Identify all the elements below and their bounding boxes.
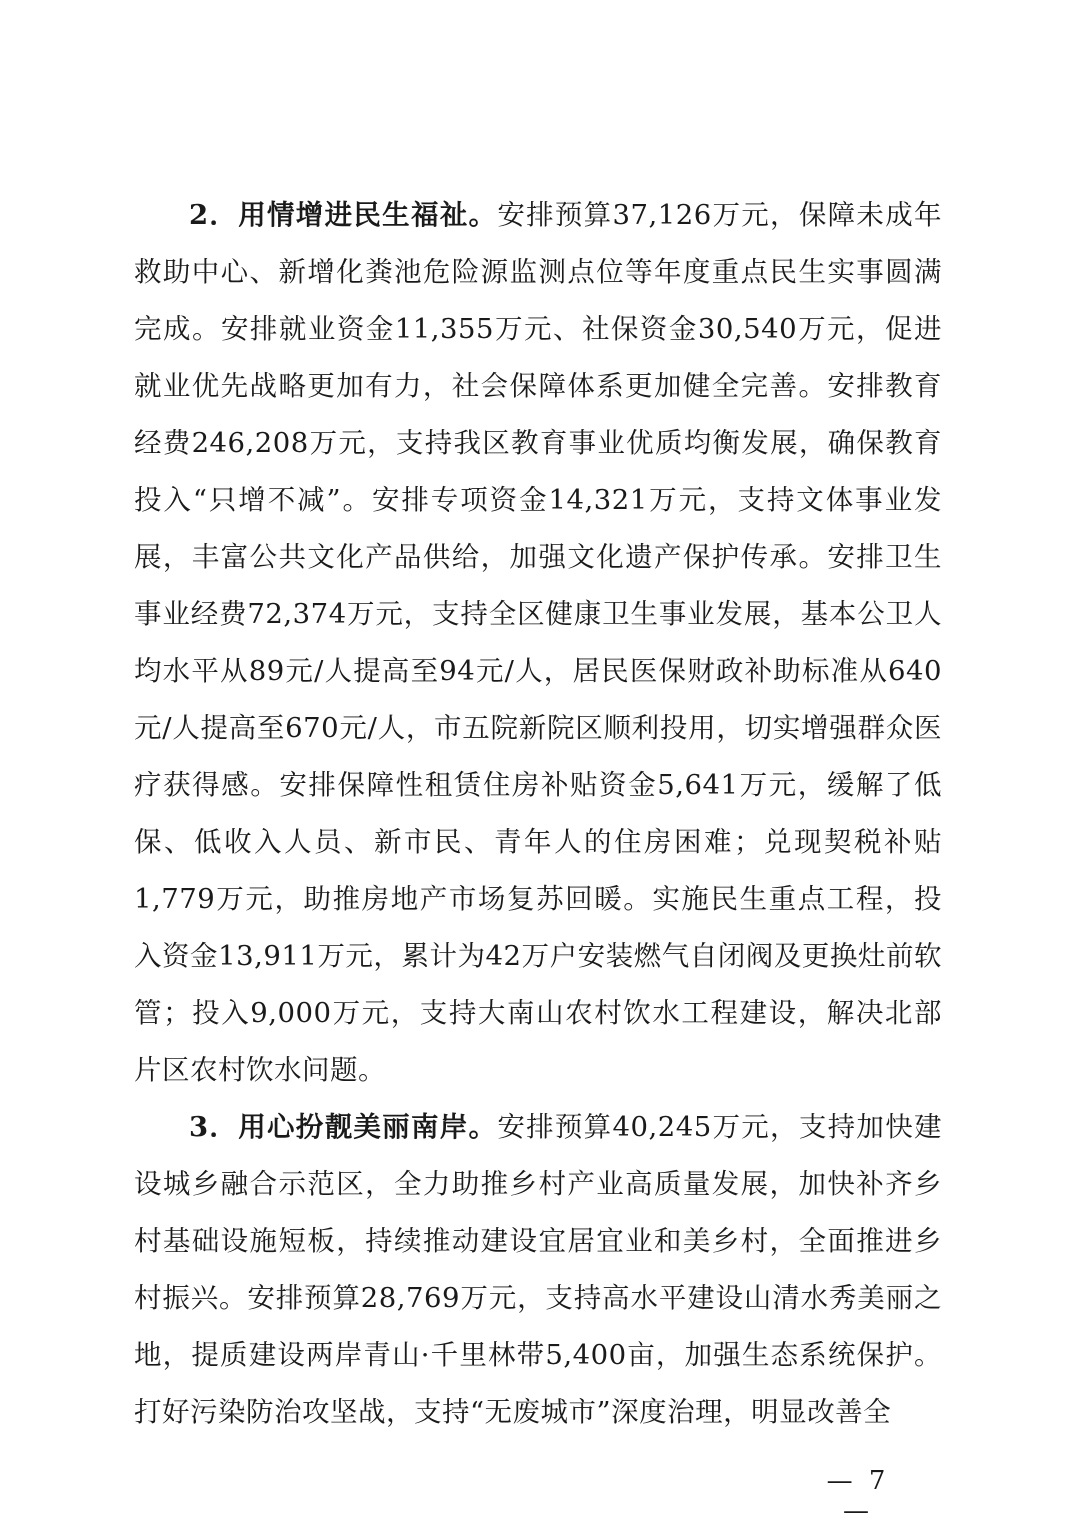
page-number: — 7 — <box>826 1466 890 1526</box>
paragraph-beautiful-nanan <box>134 1099 942 1441</box>
paragraph-text: 安排预算37,126万元，保障未成年救助中心、新增化粪池危险源监测点位等年度重点民生实事圆满完成。安排就业资金11,355万元、社保资金30,540万元，促进就业优先战略更加有力，社会保障体系更加健全完善。安排教育经费246,208万元，支持我区教育事业优质均衡发展，确保教育投入“只增不减”。安排专项资金14,321万元，支持文体事业发展，丰富公共文化产品供给，加强文化遗产保护传承。安排卫生事业经费72,374万元，支持全区健康卫生事业发展，基本公卫人均水平从89元/人提高至94元/人，居民医保财政补助标准从640元/人提高至670元/人，市五院新院区顺利投用，切实增强群众医疗获得感。安排保障性租赁住房补贴资金5,641万元，缓解了低保、低收入人员、新市民、青年人的住房困难；兑现契税补贴1,779万元，助推房地产市场复苏回暖。实施民生重点工程，投入资金13,911万元，累计为42万户安装燃气自闭阀及更换灶前软管；投入9,000万元，支持大南山农村饮水工程建设，解决北部片区农村饮水问题。 <box>134 199 942 1086</box>
paragraph-heading: 3．用心扮靓美丽南岸。 <box>189 1111 498 1143</box>
paragraph-heading: 2．用情增进民生福祉。 <box>189 199 498 231</box>
document-body <box>134 187 942 1441</box>
paragraph-livelihood <box>134 187 942 1099</box>
paragraph-text: 安排预算40,245万元，支持加快建设城乡融合示范区，全力助推乡村产业高质量发展，加快补齐乡村基础设施短板，持续推动建设宜居宜业和美乡村，全面推进乡村振兴。安排预算28,769万元，支持高水平建设山清水秀美丽之地，提质建设两岸青山·千里林带5,400亩，加强生态系统保护。打好污染防治攻坚战，支持“无废城市”深度治理，明显改善全 <box>134 1111 942 1428</box>
